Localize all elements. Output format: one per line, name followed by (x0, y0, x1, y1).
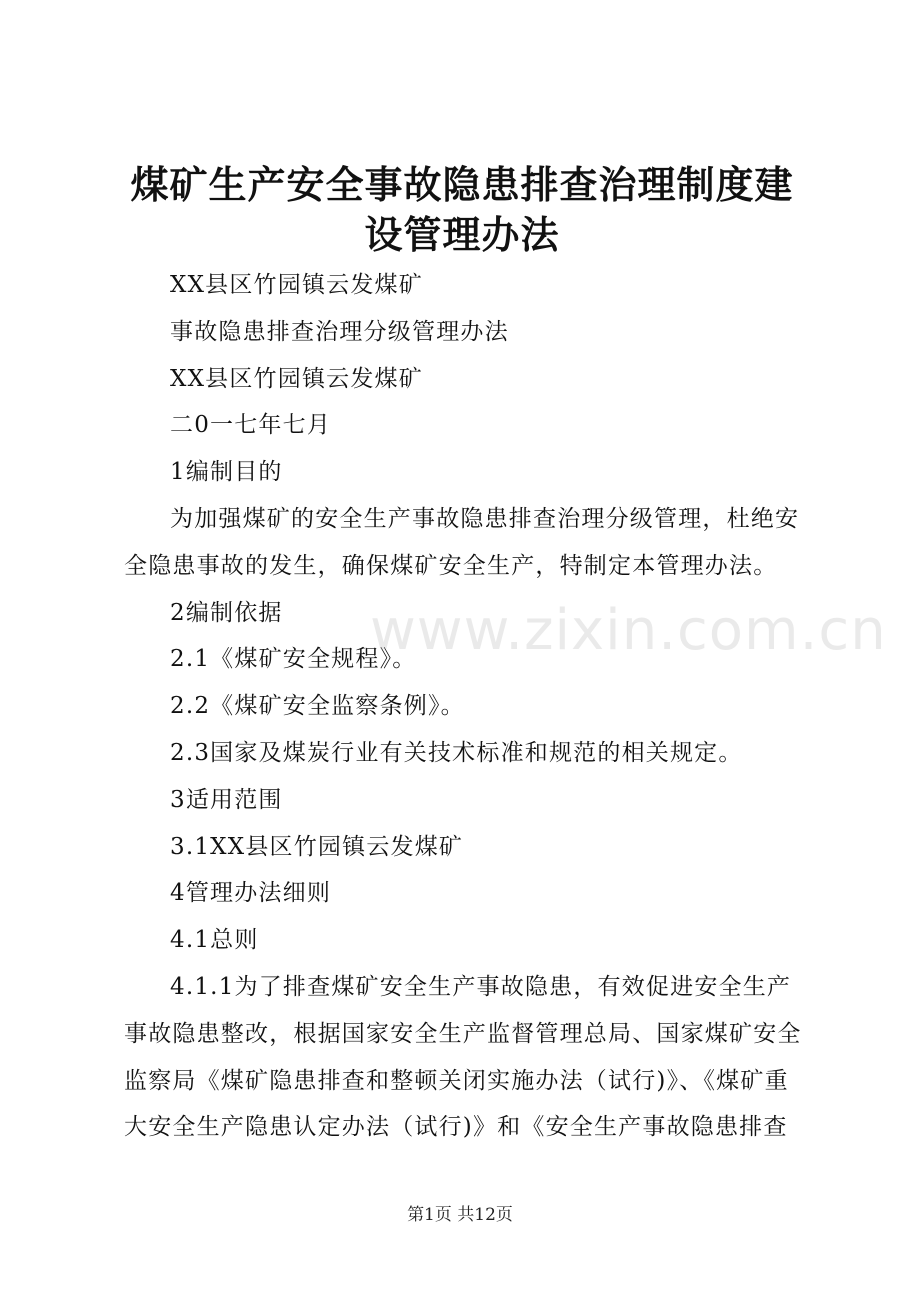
section-heading: 4管理办法细则 (170, 880, 332, 907)
document-body (124, 262, 810, 1151)
paragraph: 2.3国家及煤炭行业有关技术标准和规范的相关规定。 (170, 739, 743, 766)
paragraph: 为加强煤矿的安全生产事故隐患排查治理分级管理，杜绝安全隐患事故的发生，确保煤矿安全生产，特制定本管理办法。 (124, 505, 800, 579)
section-heading: 1编制目的 (170, 459, 283, 486)
document-title: 煤矿生产安全事故隐患排查治理制度建设管理办法 (130, 163, 794, 257)
watermark: www.zixin.com.cn (370, 598, 887, 663)
paragraph: 2.2《煤矿安全监察条例》。 (170, 693, 465, 720)
paragraph: 2.1《煤矿安全规程》。 (170, 646, 417, 673)
section-heading: 3适用范围 (170, 786, 283, 813)
section-heading: 4.1总则 (170, 927, 259, 954)
paragraph: 3.1XX县区竹园镇云发煤矿 (170, 833, 464, 860)
paragraph: 二0一七年七月 (170, 412, 332, 439)
paragraph: XX县区竹园镇云发煤矿 (170, 365, 423, 392)
paragraph: 4.1.1为了排查煤矿安全生产事故隐患，有效促进安全生产事故隐患整改，根据国家安全生产监督管理总局、国家煤矿安全监察局《煤矿隐患排查和整顿关闭实施办法（试行)》、《煤矿重大安全生产隐患认定办法（试行)》和《安全生产事故隐患排查 (124, 973, 802, 1141)
section-heading: 2编制依据 (170, 599, 283, 626)
paragraph: XX县区竹园镇云发煤矿 (170, 272, 423, 298)
page-number: 第1页 共12页 (407, 1205, 513, 1225)
paragraph: 事故隐患排查治理分级管理办法 (170, 318, 509, 345)
